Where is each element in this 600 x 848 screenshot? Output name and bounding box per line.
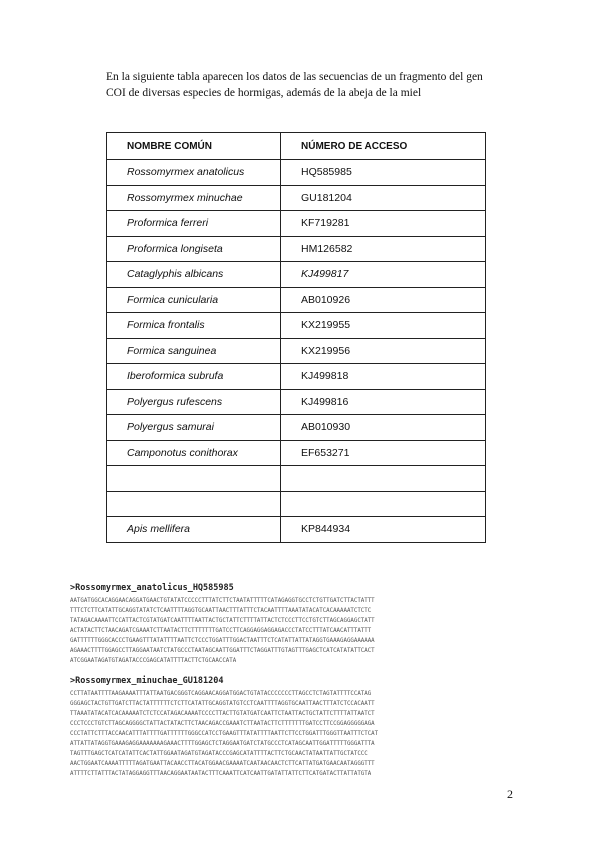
table-row [107, 211, 486, 237]
accession-number: GU181204 [281, 185, 486, 211]
sequence-line: TTTCTCTTCATATTGCAGGTATATCTCAATTTTAGGTGCAATTAACTTTATTTCTACAATTTTAAATATACATCACAAAAATCTCTC [70, 608, 372, 614]
table-row [107, 440, 486, 466]
page-number: 2 [507, 787, 513, 801]
table-row [107, 517, 486, 543]
species-name: Proformica longiseta [107, 236, 281, 262]
sequence-line: GATTTTTTGGGCACCCTGAAGTTTATATTTTAATTCTCCCTGGATTTGGACTAATTTCTCATATTATTATAGGTGAAAGAGGAAAAAA [70, 638, 375, 644]
species-name: Formica cunicularia [107, 287, 281, 313]
table-row [107, 185, 486, 211]
intro-line-2: COI de diversas especies de hormigas, además de la abeja de la miel [106, 87, 422, 99]
accession-number [281, 491, 486, 517]
sequence-line: AACTGGAATCAAAATTTTTAGATGAATTACAACCTTACATGGAACGAAAATCAATAACAACTCTTCATTATGATGAACAATAGGGTTT [70, 761, 375, 767]
sequence-line: CCCTATTCTTTACCAACATTTATTTTGATTTTTTGGGCCATCCTGAAGTTTATATTTTAATTCTTCCTGGATTTGGGTTAATTTCTCAT [70, 731, 379, 737]
accession-number: HM126582 [281, 236, 486, 262]
table-row [107, 466, 486, 492]
table-row [107, 389, 486, 415]
table-row [107, 415, 486, 441]
sequence-line: ATTTTCTTATTTACTATAGGAGGTTTAACAGGAATAATACTTTCAAATTCATCAATTGATATTATTCTTCATGATACTTATTATGTA [70, 771, 372, 777]
sequence-line: AATGATGGCACAGGAACAGGATGAACTGTATATCCCCCTTTATCTTCTAATATTTTTCATAGAGGTGCCTCTGTTGATCTTACTATTT [70, 598, 375, 604]
species-name: Formica frontalis [107, 313, 281, 339]
species-name: Iberoformica subrufa [107, 364, 281, 390]
species-name: Apis mellifera [107, 517, 281, 543]
table-row [107, 262, 486, 288]
header-common-name: NOMBRE COMÚN [107, 133, 281, 160]
accession-number: KX219955 [281, 313, 486, 339]
sequence-line: ATTATTATAGGTGAAAGAGGAAAAAAAGAAACTTTTGGAGCTCTAGGAATGATCTATGCCCTCATAGCAATTGGATTTTTGGGATTTA [70, 741, 375, 747]
intro-paragraph [106, 69, 526, 101]
species-name: Rossomyrmex anatolicus [107, 160, 281, 186]
species-name: Polyergus samurai [107, 415, 281, 441]
fasta-sequences [70, 583, 540, 789]
sequence-block [70, 583, 540, 666]
sequence-line: TAGTTTGAGCTCATCATATTCACTATTGGAATAGATGTAGATACCCGAGCATATTTTACTTCTGCAACTATAATTATTGCTATCCC [70, 751, 368, 757]
sequence-line: TATAGACAAAATTCCATTACTCGTATGATCAATTTTAATTACTGCTATTCTTTTATTACTCTCCCTTCCTGTCTTAGCAGGAGCTATT [70, 618, 375, 624]
table-row [107, 491, 486, 517]
accession-number: AB010930 [281, 415, 486, 441]
accession-number: EF653271 [281, 440, 486, 466]
accession-number: AB010926 [281, 287, 486, 313]
accession-number: KJ499816 [281, 389, 486, 415]
accession-number [281, 466, 486, 492]
sequence-line: TTAAATATACATCACAAAAATCTCTCCATAGACAAAATCCCCTTACTTGTATGATCAATTCTAATTACTGCTATTCTTTTATTAATCT [70, 711, 375, 717]
sequence-header: >Rossomyrmex_anatolicus_HQ585985 [70, 583, 234, 593]
accession-number: KJ499817 [281, 262, 486, 288]
accession-number: KJ499818 [281, 364, 486, 390]
table-row [107, 287, 486, 313]
species-name: Proformica ferreri [107, 211, 281, 237]
sequence-line: ACTATACTTCTAACAGATCGAAATCTTAATACTTCTTTTTTTGATCCTTCAGGAGGAGGAGACCCTATCCTTTATCAACATTTATTT [70, 628, 372, 634]
accession-number: KX219956 [281, 338, 486, 364]
accession-number: HQ585985 [281, 160, 486, 186]
species-name: Formica sanguinea [107, 338, 281, 364]
table-row [107, 313, 486, 339]
sequence-line: ATCGGAATAGATGTAGATACCCGAGCATATTTTACTTCTGCAACCATA [70, 658, 237, 664]
species-name: Rossomyrmex minuchae [107, 185, 281, 211]
accession-number: KP844934 [281, 517, 486, 543]
table-row [107, 338, 486, 364]
table-header-row [107, 133, 486, 160]
species-name: Cataglyphis albicans [107, 262, 281, 288]
sequence-header: >Rossomyrmex_minuchae_GU181204 [70, 676, 224, 686]
species-accession-table [106, 132, 486, 543]
species-name: Camponotus conithorax [107, 440, 281, 466]
table-row [107, 364, 486, 390]
species-name: Polyergus rufescens [107, 389, 281, 415]
species-name [107, 466, 281, 492]
sequence-line: AGAAACTTTTGGAGCCTTAGGAATAATCTATGCCCTAATAGCAATTGGATTTCTAGGATTTGTAGTTTGAGCTCATCATATATTCACT [70, 648, 375, 654]
accession-number: KF719281 [281, 211, 486, 237]
table-row [107, 160, 486, 186]
sequence-block [70, 676, 540, 779]
table-row [107, 236, 486, 262]
sequence-line: GGGAGCTACTGTTGATCTTACTATTTTTTCTCTTCATATTGCAGGTATGTCCTCAATTTTAGGTGCAATTAACTTTATCTCCACAATT [70, 701, 375, 707]
intro-line-1: En la siguiente tabla aparecen los datos de las secuencias de un fragmento del gen [106, 71, 483, 83]
sequence-line: CCTTATAATTTTAAGAAAATTTATTAATGACGGGTCAGGAACAGGATGGACTGTATACCCCCCCTTAGCCTCTAGTATTTTCCATAG [70, 691, 372, 697]
header-accession-number: NÚMERO DE ACCESO [281, 133, 486, 160]
species-name [107, 491, 281, 517]
sequence-line: CCCTCCCTGTCTTAGCAGGGGCTATTACTATACTTCTAACAGACCGAAATCTTAATACTTCTTTTTTTGATCCTTCCGGAGGGGGAGA [70, 721, 375, 727]
